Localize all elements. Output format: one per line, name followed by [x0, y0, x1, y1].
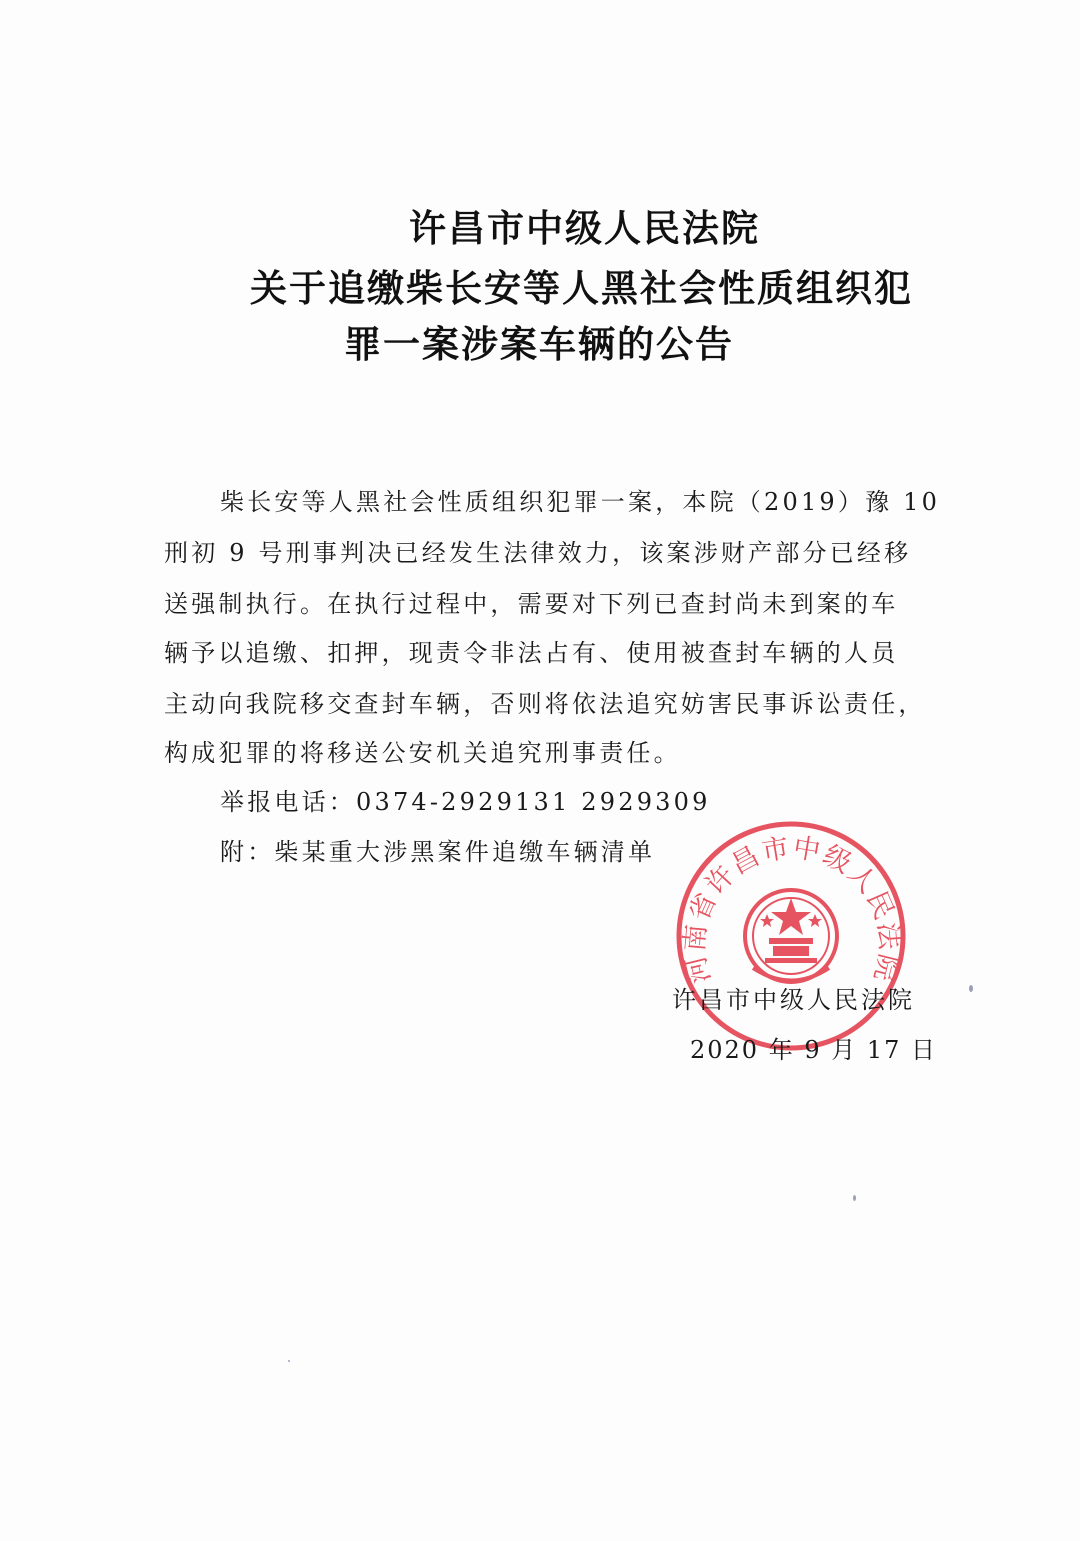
hotline-text: 举报电话：0374-2929131 2929309 [220, 788, 711, 816]
body-line-4: 辆予以追缴、扣押，现责令非法占有、使用被查封车辆的人员 [164, 639, 899, 667]
attachment-text: 附：柴某重大涉黑案件追缴车辆清单 [220, 838, 656, 866]
national-emblem-icon [745, 890, 837, 982]
title-line-3: 罪一案涉案车辆的公告 [344, 323, 734, 366]
signature-organization: 许昌市中级人民法院 [672, 986, 915, 1014]
title-line-2: 关于追缴柴长安等人黑社会性质组织犯 [250, 267, 913, 310]
signature-date: 2020 年 9 月 17 日 [690, 1036, 938, 1064]
body-line-3: 送强制执行。在执行过程中，需要对下列已查封尚未到案的车 [164, 590, 899, 618]
seal-text: 河南省许昌市中级人民法院 [679, 832, 905, 987]
scan-speck [853, 1195, 856, 1201]
scan-speck [288, 1360, 290, 1362]
body-line-6: 构成犯罪的将移送公安机关追究刑事责任。 [164, 739, 681, 767]
body-line-2: 刑初 9 号刑事判决已经发生法律效力，该案涉财产部分已经移 [164, 539, 912, 567]
official-seal-icon [673, 818, 909, 1054]
title-line-1: 许昌市中级人民法院 [409, 207, 760, 250]
body-line-1: 柴长安等人黑社会性质组织犯罪一案，本院（2019）豫 10 [220, 488, 941, 516]
scan-speck [969, 985, 973, 992]
body-line-5: 主动向我院移交查封车辆，否则将依法追究妨害民事诉讼责任， [164, 690, 926, 718]
